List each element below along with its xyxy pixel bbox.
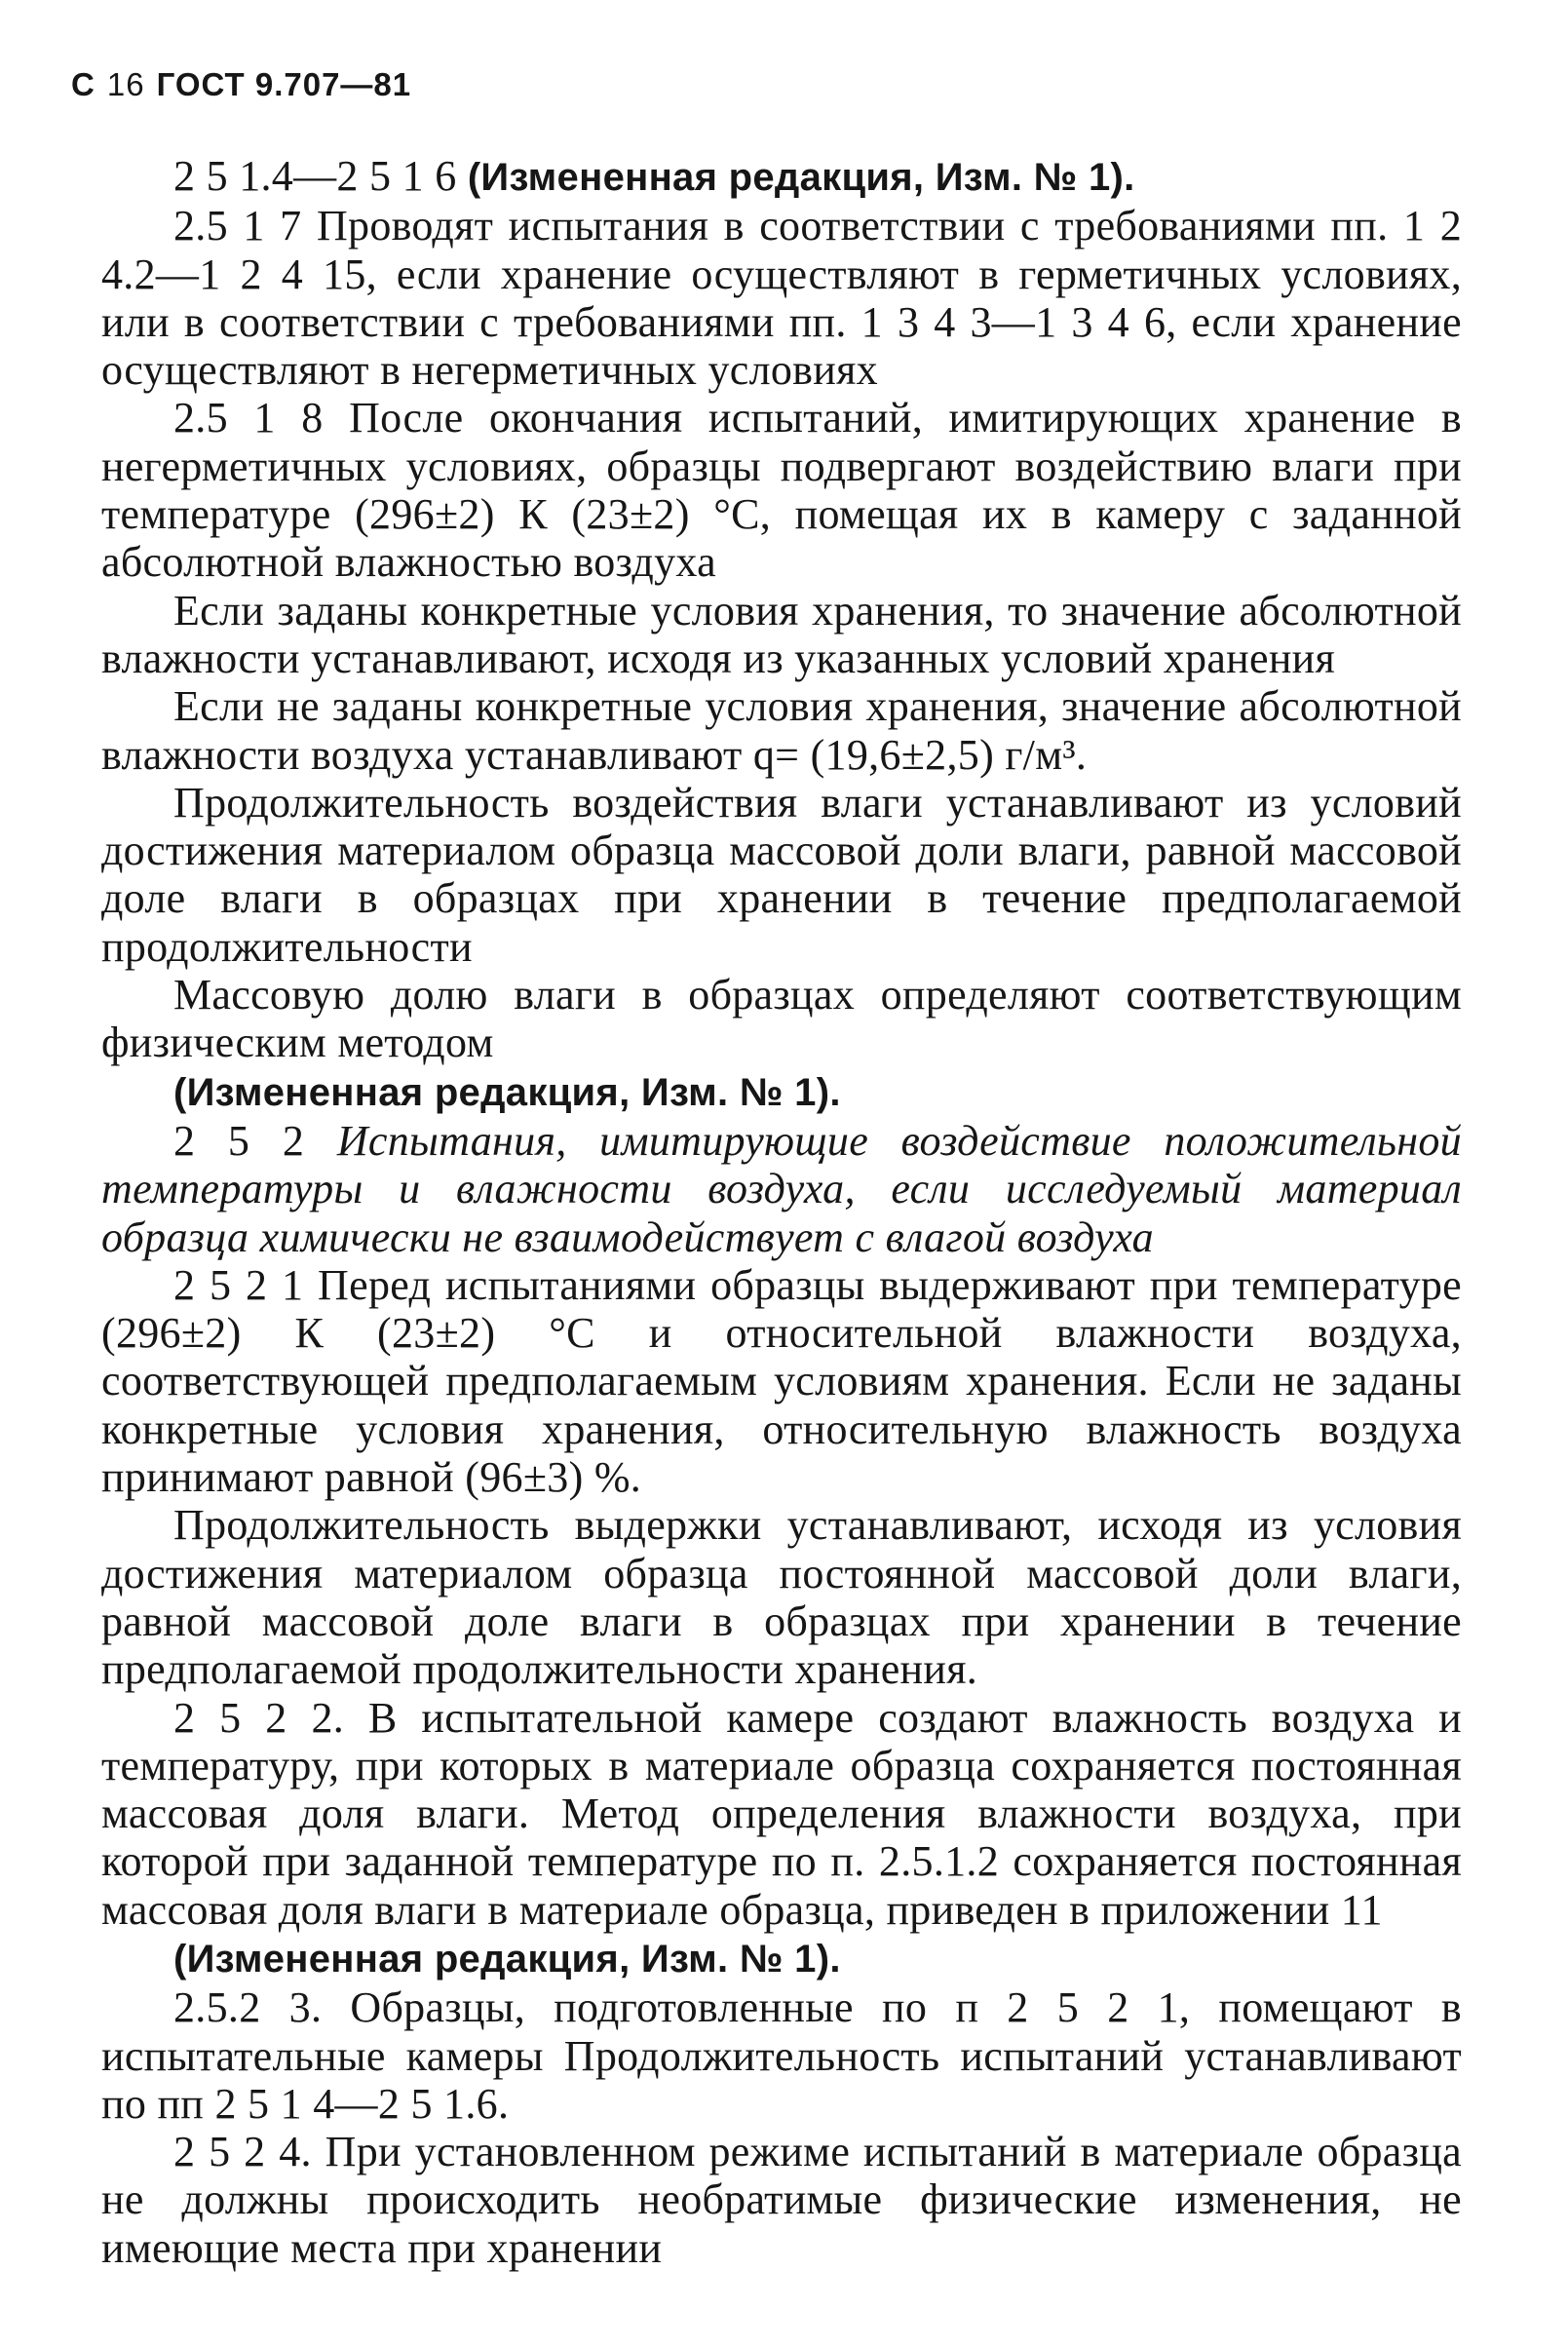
clause-number: 2.5.2 3. (173, 1983, 323, 2032)
paragraph-2-5-1-8 (101, 394, 1462, 586)
paragraph-2-5-2-4 (101, 2128, 1462, 2272)
clause-number: 2 5 2 2. (173, 1693, 345, 1742)
section-heading: Испытания, имитирующие воздействие положительной температуры и влажности воздуха, если исследуемый материал образца химически не взаимодействует с влагой воздуха (101, 1116, 1462, 1261)
page-header (71, 66, 411, 103)
paragraph-holding-duration (101, 1501, 1462, 1693)
paragraph-amendment-1 (101, 1067, 1462, 1117)
paragraph-amendment-2 (101, 1934, 1462, 1983)
clause-number: 2 5 1.4—2 5 1 6 (173, 152, 457, 200)
header-prefix: С (71, 66, 96, 102)
paragraph-2-5-2 (101, 1117, 1462, 1261)
clause-number: 2 5 2 4. (173, 2128, 312, 2176)
amendment-note: (Измененная редакция, Изм. № 1). (173, 1070, 841, 1114)
paragraph-2-5-2-1 (101, 1261, 1462, 1501)
clause-number: 2.5 1 8 (173, 394, 324, 442)
paragraph-exposure-duration (101, 779, 1462, 971)
paragraph-2-5-1-4 (101, 152, 1462, 202)
paragraph-text: Продолжительность выдержки устанавливают, исходя из условия достижения материалом образца постоянной массовой доли влаги, равной массовой доле влаги в образцах при хранении в течение предполагаемой продолжительности хранения. (101, 1501, 1462, 1694)
paragraph-storage-not-given (101, 682, 1462, 779)
paragraph-text: Если не заданы конкретные условия хранения, значение абсолютной влажности воздуха устанавливают q= (19,6±2,5) г/м³. (101, 682, 1462, 779)
document-body (101, 152, 1462, 2272)
paragraph-text: После окончания испытаний, имитирующих хранение в негерметичных условиях, образцы подвергают воздействию влаги при температуре (296±2) К (23±2) °С, помещая их в камеру с заданной абсолютной влажностью воздуха (101, 394, 1462, 587)
paragraph-text: Образцы, подготовленные по п 2 5 2 1, помещают в испытательные камеры Продолжительность испытаний устанавливают по пп 2 5 1 4—2 5 1.6. (101, 1983, 1463, 2128)
clause-number: 2.5 1 7 (173, 202, 302, 250)
paragraph-text: Проводят испытания в соответствии с требованиями пп. 1 2 4.2—1 2 4 15, если хранение осуществляют в герметичных условиях, или в соответствии с требованиями пп. 1 3 4 3—1 3 4 6, если хранение осуществляют в негерметичных условиях (101, 202, 1462, 395)
clause-number: 2 5 2 (173, 1116, 305, 1165)
paragraph-text: Продолжительность воздействия влаги устанавливают из условий достижения материалом образца массовой доли влаги, равной массовой доле влаги в образцах при хранении в течение предполагаемой продолжительности (101, 778, 1462, 971)
paragraph-2-5-2-3 (101, 1983, 1462, 2128)
clause-number: 2 5 2 1 (173, 1260, 304, 1309)
paragraph-text: Перед испытаниями образцы выдерживают при температуре (296±2) К (23±2) °С и относительной влажности воздуха, соответствующей предполагаемым условиям хранения. Если не заданы конкретные условия хранения, относительную влажность воздуха принимают равной (96±3) %. (101, 1260, 1463, 1502)
paragraph-text: Если заданы конкретные условия хранения, то значение абсолютной влажности устанавливают, исходя из указанных условий хранения (101, 586, 1462, 682)
paragraph-text: В испытательной камере создают влажность воздуха и температуру, при которых в материале образца сохраняется постоянная массовая доля влаги. Метод определения влажности воздуха, при которой при заданной температуре по п. 2.5.1.2 сохраняется постоянная массовая доля влаги в материале образца, приведен в приложении 11 (101, 1693, 1462, 1934)
paragraph-storage-given (101, 587, 1462, 683)
page-number: 16 (106, 66, 145, 102)
paragraph-text: При установленном режиме испытаний в материале образца не должны происходить необратимые физические изменения, не имеющие места при хранении (101, 2128, 1462, 2272)
paragraph-2-5-1-7 (101, 202, 1462, 394)
amendment-note: (Измененная редакция, Изм. № 1). (173, 1937, 841, 1981)
paragraph-2-5-2-2 (101, 1694, 1462, 1934)
paragraph-text: Массовую долю влаги в образцах определяют соответствующим физическим методом (101, 971, 1462, 1067)
amendment-note: (Измененная редакция, Изм. № 1). (467, 156, 1135, 199)
paragraph-moisture-method (101, 971, 1462, 1067)
document-code: ГОСТ 9.707—81 (156, 66, 412, 102)
